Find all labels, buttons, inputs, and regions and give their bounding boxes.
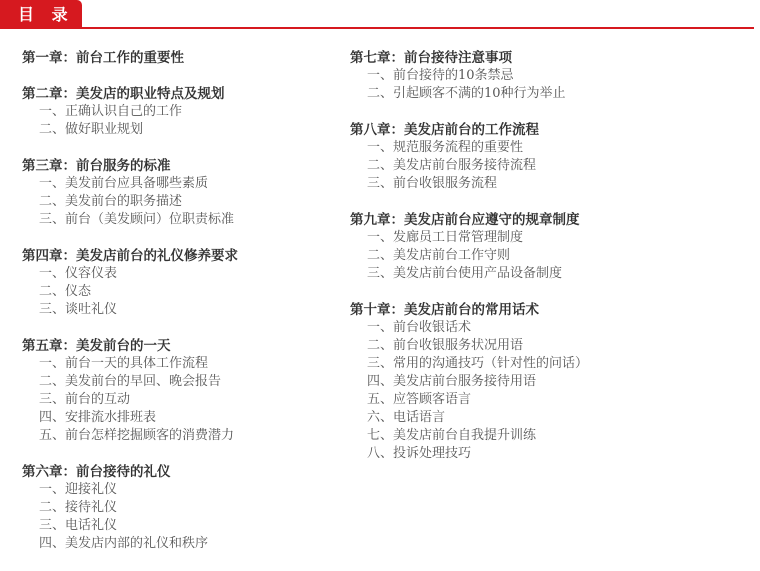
section-list — [350, 139, 750, 193]
toc-header-tab — [0, 0, 82, 29]
section-item[interactable]: 二、美发前台的职务描述 — [39, 194, 183, 209]
section-item[interactable]: 五、应答顾客语言 — [367, 392, 472, 407]
section-list — [22, 265, 342, 319]
chapter-block — [350, 211, 750, 283]
section-item[interactable]: 五、前台怎样挖掘顾客的消费潜力 — [39, 428, 235, 443]
section-item[interactable]: 二、美发前台的早回、晚会报告 — [39, 374, 222, 389]
toc-right-column — [350, 49, 750, 481]
section-item[interactable]: 二、接待礼仪 — [39, 500, 118, 515]
header-divider — [0, 27, 754, 29]
section-item[interactable]: 二、美发店前台服务接待流程 — [367, 158, 537, 173]
chapter-block — [22, 157, 342, 229]
section-item[interactable]: 二、引起顾客不满的10种行为举止 — [367, 86, 566, 101]
chapter-title[interactable]: 第二章：美发店的职业特点及规划 — [22, 86, 225, 102]
chapter-block — [22, 337, 342, 445]
section-item[interactable]: 二、仪态 — [39, 284, 92, 299]
chapter-block — [22, 463, 342, 553]
section-item[interactable]: 一、前台收银话术 — [367, 320, 472, 335]
section-item[interactable]: 四、美发店前台服务接待用语 — [367, 374, 537, 389]
section-item[interactable]: 三、美发店前台使用产品设备制度 — [367, 266, 563, 281]
section-list — [22, 481, 342, 553]
section-item[interactable]: 一、仪容仪表 — [39, 266, 118, 281]
section-item[interactable]: 一、美发前台应具备哪些素质 — [39, 176, 209, 191]
section-item[interactable]: 一、规范服务流程的重要性 — [367, 140, 524, 155]
section-item[interactable]: 三、电话礼仪 — [39, 518, 118, 533]
section-list — [22, 355, 342, 445]
chapter-title[interactable]: 第四章：美发店前台的礼仪修养要求 — [22, 248, 238, 264]
section-list — [22, 175, 342, 229]
section-item[interactable]: 三、前台（美发顾问）位职责标准 — [39, 212, 235, 227]
section-item[interactable]: 三、谈吐礼仪 — [39, 302, 118, 317]
section-item[interactable]: 一、前台一天的具体工作流程 — [39, 356, 209, 371]
section-item[interactable]: 一、迎接礼仪 — [39, 482, 118, 497]
section-item[interactable]: 六、电话语言 — [367, 410, 446, 425]
section-list — [350, 67, 750, 103]
section-item[interactable]: 二、做好职业规划 — [39, 122, 144, 137]
chapter-title[interactable]: 第八章：美发店前台的工作流程 — [350, 122, 539, 138]
toc-left-column — [22, 49, 342, 571]
chapter-title[interactable]: 第九章：美发店前台应遵守的规章制度 — [350, 212, 580, 228]
section-item[interactable]: 二、前台收银服务状况用语 — [367, 338, 524, 353]
chapter-block — [22, 85, 342, 139]
chapter-block — [22, 247, 342, 319]
chapter-title[interactable]: 第三章：前台服务的标准 — [22, 158, 171, 174]
section-item[interactable]: 三、常用的沟通技巧（针对性的问话） — [367, 356, 589, 371]
section-list — [350, 229, 750, 283]
chapter-title[interactable]: 第十章：美发店前台的常用话术 — [350, 302, 539, 318]
chapter-title[interactable]: 第五章：美发前台的一天 — [22, 338, 171, 354]
section-item[interactable]: 一、发廊员工日常管理制度 — [367, 230, 524, 245]
section-item[interactable]: 四、安排流水排班表 — [39, 410, 157, 425]
chapter-block — [22, 49, 342, 67]
section-item[interactable]: 七、美发店前台自我提升训练 — [367, 428, 537, 443]
section-item[interactable]: 四、美发店内部的礼仪和秩序 — [39, 536, 209, 551]
section-item[interactable]: 八、投诉处理技巧 — [367, 446, 472, 461]
chapter-title[interactable]: 第一章：前台工作的重要性 — [22, 50, 184, 66]
section-list — [22, 103, 342, 139]
section-item[interactable]: 一、正确认识自己的工作 — [39, 104, 183, 119]
section-list — [350, 319, 750, 463]
section-item[interactable]: 二、美发店前台工作守则 — [367, 248, 511, 263]
chapter-block — [350, 301, 750, 463]
chapter-block — [350, 121, 750, 193]
chapter-block — [350, 49, 750, 103]
section-item[interactable]: 一、前台接待的10条禁忌 — [367, 68, 514, 83]
chapter-title[interactable]: 第七章：前台接待注意事项 — [350, 50, 512, 66]
section-item[interactable]: 三、前台的互动 — [39, 392, 131, 407]
toc-title: 目 录 — [18, 5, 74, 24]
chapter-title[interactable]: 第六章：前台接待的礼仪 — [22, 464, 171, 480]
section-item[interactable]: 三、前台收银服务流程 — [367, 176, 498, 191]
